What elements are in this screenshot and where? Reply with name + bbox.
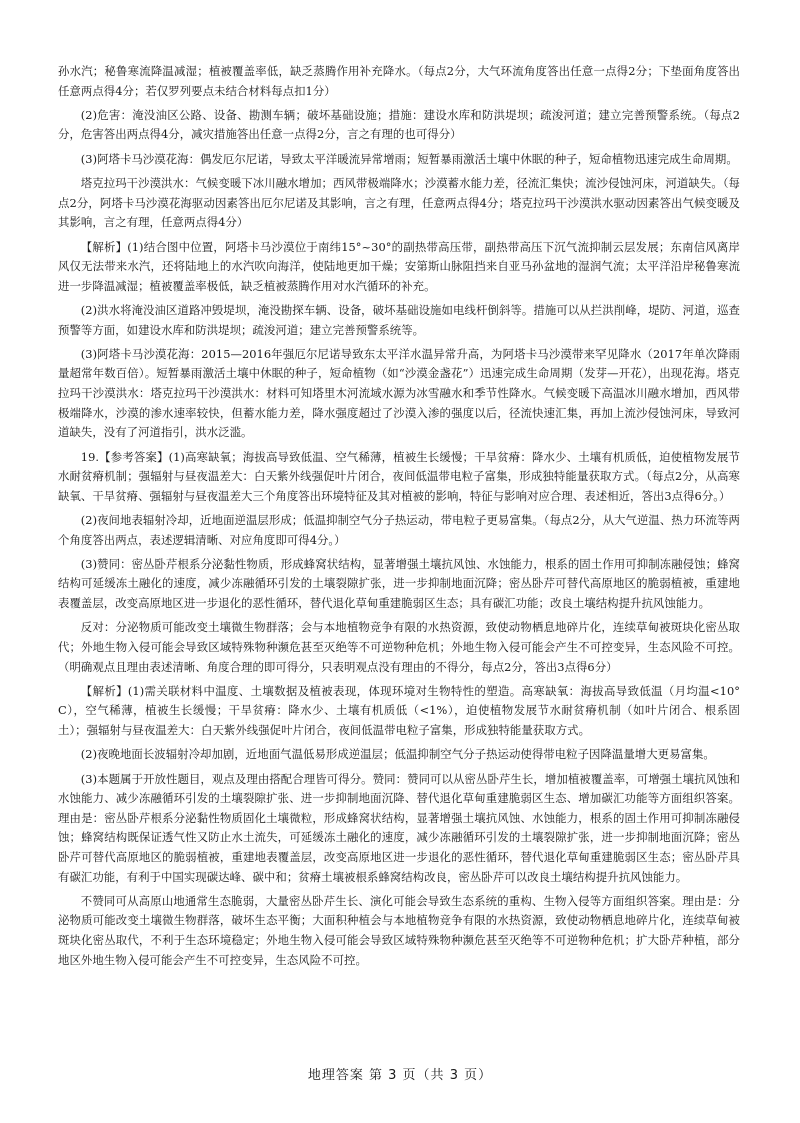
paragraph-q18-analysis-3: (3)阿塔卡马沙漠花海：2015—2016年强厄尔尼诺导致东太平洋水温异常升高，为阿塔卡马沙漠带来罕见降水（2017年单次降雨量超常年数百倍）。短暂暴雨激活土壤中休眠的种子，短命植物（如“沙漠金盏花”）迅速完成生命周期（发芽—开花），出现花海。塔克拉玛干沙漠洪水：塔克拉玛干沙漠洪水：材料可知塔里木河流域水源为冰雪融水和季节性降水。气候变暖下高温冰川融水增加，西风带极端降水，沙漠的渗水速率较快，但蓄水能力差，降水强度超过了沙漠入渗的强度以后，径流快速汇集，再加上流沙侵蚀河床，导致河道缺失，没有了河道指引，洪水泛滥。 [58, 346, 740, 440]
paragraph-q18-2-answer: (2)危害：淹没油区公路、设备、勘测车辆；破坏基础设施；措施：建设水库和防洪堤坝；疏浚河道；建立完善预警系统。（每点2分，危害答出两点得4分，减灾措施答出任意一点得2分，言之有理的也可得分） [58, 107, 740, 142]
paragraph-q18-analysis-2: (2)洪水将淹没油区道路冲毁堤坝，淹没勘探车辆、设备，破坏基础设施如电线杆倒斜等。措施可以从拦洪削峰，堤防、河道，巡查预警等方面，如建设水库和防洪堤坝；疏浚河道；建立完善预警系统等。 [58, 302, 740, 337]
paragraph-q18-3-answer-taklimakan: 塔克拉玛干沙漠洪水：气候变暖下冰川融水增加；西风带极端降水；沙漠蓄水能力差，径流汇集快；流沙侵蚀河床，河道缺失。（每点2分，阿塔卡马沙漠花海驱动因素答出厄尔尼诺及其影响，言之有理，任意两点得4分；塔克拉玛干沙漠洪水驱动因素答出气候变暖及其影响，言之有理，任意两点得4分） [58, 176, 740, 230]
paragraph-q18-analysis-1: 【解析】(1)结合图中位置，阿塔卡马沙漠位于南纬15°~30°的副热带高压带，副热带高压下沉气流抑制云层发展；东南信风离岸风仅无法带来水汽，还将陆地上的水汽吹向海洋，使陆地更加干燥；安第斯山脉阻挡来自亚马孙盆地的湿润气流；太平洋沿岸秘鲁寒流进一步降温减湿；植被覆盖率极低，缺乏植被蒸腾作用对水汽循环的补充。 [58, 239, 740, 293]
paragraph-q18-3-answer-atacama: (3)阿塔卡马沙漠花海：偶发厄尔尼诺，导致太平洋暖流异常增雨；短暂暴雨激活土壤中休眠的种子，短命植物迅速完成生命周期。 [80, 151, 738, 166]
paragraph-q19-analysis-3-agree: (3)本题属于开放性题目，观点及理由搭配合理皆可得分。赞同：赞同可以从密丛卧芹生长，增加植被覆盖率，可增强土壤抗风蚀和水蚀能力、减少冻融循环引发的土壤裂隙扩张、进一步抑制地面沉降、替代退化草甸重建脆弱区生态、增加碳汇功能等方面组织答案。理由是：密丛卧芹根系分泌黏性物质固化土壤微粒，形成蜂窝状结构，显著增强土壤抗风蚀、水蚀能力，根系的固土作用可抑制冻融侵蚀；蜂窝结构既保证透气性又防止水土流失，可延缓冻土融化的速度，减少冻融循环引发的土壤裂隙扩张，进一步抑制地面沉降；密丛卧芹可替代高原地区的脆弱植被，重建地表覆盖层，改变高原地区进一步退化的恶性循环，替代退化草甸重建脆弱区生态；密丛卧芹具有碳汇功能，有利于中国实现碳达峰、碳中和；贫瘠土壤被根系蜂窝结构改良，密丛卧芹可以改良土壤结构提升抗风蚀能力。 [58, 771, 740, 884]
answer-page-body [58, 62, 740, 975]
paragraph-q19-answer-1: 19.【参考答案】(1)高寒缺氧；海拔高导致低温、空气稀薄，植被生长缓慢；干旱贫瘠：降水少、土壤有机质低，迫使植物发展节水耐贫瘠机制；强辐射与昼夜温差大：白天紫外线强促叶片闭合，夜间低温带电粒子富集，形成独特能量获取方式。（每点2分，从高寒缺氧、干旱贫瘠、强辐射与昼夜温差大三个角度答出环境特征及其对植被的影响，特征与影响对应合理、表述相近，答出3点得6分。） [58, 449, 740, 503]
paragraph-q19-answer-3-agree: (3)赞同：密丛卧芹根系分泌黏性物质，形成蜂窝状结构，显著增强土壤抗风蚀、水蚀能力，根系的固土作用可抑制冻融侵蚀；蜂窝结构可延缓冻土融化的速度，减少冻融循环引发的土壤裂隙扩张，进一步抑制地面沉降；密丛卧芹可替代高原地区的脆弱植被，重建地表覆盖层，改变高原地区进一步退化的恶性循环，替代退化草甸重建脆弱区生态；具有碳汇功能；改良土壤结构提升抗风蚀能力。 [58, 556, 740, 611]
paragraph-q19-analysis-1: 【解析】(1)需关联材料中温度、土壤数据及植被表现，体现环境对生物特性的塑造。高寒缺氧：海拔高导致低温（月均温<10°C），空气稀薄，植被生长缓慢；干旱贫瘠：降水少、土壤有机质低（<1%），迫使植物发展节水耐贫瘠机制（如叶片闭合、根系固土）；强辐射与昼夜温差大：白天紫外线强促叶片闭合，夜间低温带电粒子富集，形成独特能量获取方式。 [58, 683, 740, 737]
paragraph-q19-analysis-2: (2)夜晚地面长波辐射冷却加剧，近地面气温低易形成逆温层；低温抑制空气分子热运动使得带电粒子因降温量增大更易富集。 [80, 747, 715, 762]
paragraph-q19-answer-2: (2)夜间地表辐射冷却，近地面逆温层形成；低温抑制空气分子热运动，带电粒子更易富集。（每点2分，从大气逆温、热力环流等两个角度答出两点，表述逻辑清晰、对应角度即可得4分。） [58, 512, 740, 547]
paragraph-q19-analysis-3-disagree: 不赞同可从高原山地通常生态脆弱，大量密丛卧芹生长、演化可能会导致生态系统的重构、生物入侵等方面组织答案。理由是：分泌物质可能改变土壤微生物群落，破坏生态平衡；大面积种植会与本地植物竞争有限的水热资源，致使动物栖息地碎片化，连续草甸被斑块化密丛取代，不利于生态环境稳定；外地生物入侵可能会导致区域特殊物种濒危甚至灭绝等不可逆物种危机；扩大卧芹种植，部分地区外地生物入侵可能会产生不可控变异，生态风险不可控。 [58, 893, 740, 967]
paragraph-q19-answer-3-oppose: 反对：分泌物质可能改变土壤微生物群落；会与本地植物竞争有限的水热资源，致使动物栖息地碎片化，连续草甸被斑块化密丛取代；外地生物入侵可能会导致区域特殊物种濒危甚至灭绝等不可逆物种危机；外地生物入侵可能会产生不可控变异，生态风险不可控。（明确观点且理由表述清晰、角度合理的即可得分，只表明观点没有理由的不得分，每点2分，答出3点得6分） [58, 620, 740, 674]
page-footer: 地理答案 第 3 页（共 3 页） [307, 1068, 493, 1083]
paragraph-continuation: 孙水汽；秘鲁寒流降温减湿；植被覆盖率低，缺乏蒸腾作用补充降水。（每点2分，大气环流角度答出任意一点得2分；下垫面角度答出任意两点得4分；若仅罗列要点未结合材料每点扣1分） [58, 64, 740, 98]
